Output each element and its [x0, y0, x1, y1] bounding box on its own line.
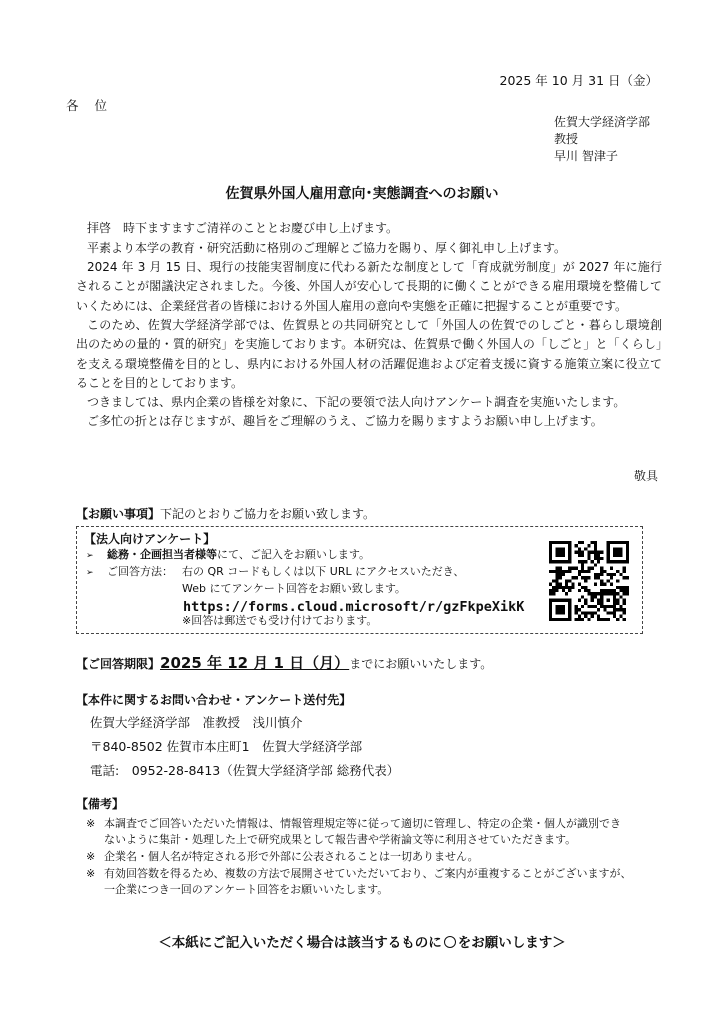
request-heading	[76, 505, 375, 522]
note-2: 企業名・個人名が特定される形で外部に公表されることは一切ありません。	[104, 850, 479, 863]
note-1-line-2: ないように集計・処理した上で研究成果として報告書や学術論文等に利用させていただきます。	[104, 833, 577, 846]
bullet-item-answer-method	[86, 564, 173, 581]
recipient: 各 位	[66, 98, 113, 113]
arrow-bullet-icon: ➢	[86, 551, 94, 561]
note-1-line-1: 本調査でご回答いただいた情報は、情報管理規定等に従って適切に管理し、特定の企業・個人が識別でき	[104, 817, 621, 830]
arrow-bullet-icon: ➢	[86, 568, 94, 578]
note-3-line-2: 一企業につき一回のアンケート回答をお願いいたします。	[104, 883, 389, 896]
sender-name: 早川 智津子	[554, 149, 618, 163]
footer-text-before: ＜本紙にご記入いただく場合は該当するものに	[158, 935, 442, 951]
notes-heading: 【備考】	[76, 797, 125, 811]
greeting-paragraph: 拝啓 時下ますますご清祥のこととお慶び申し上げます。	[87, 221, 399, 235]
deadline-label: 【ご回答期限】	[76, 657, 161, 671]
note-mark: ※	[86, 817, 96, 830]
contact-heading: 【本件に関するお問い合わせ・アンケート送付先】	[76, 693, 352, 707]
contact-address: 〒840-8502 佐賀市本庄町1 佐賀大学経済学部	[90, 739, 363, 754]
sender-title: 教授	[554, 132, 579, 146]
footer-text-after: をお願いします＞	[457, 935, 566, 951]
answer-method-line2: Web にてアンケート回答をお願い致します。	[182, 582, 406, 595]
circle-mark-icon	[444, 936, 456, 948]
closing-word: 敬具	[633, 469, 658, 483]
background-paragraph: 2024 年 3 月 15 日、現行の技能実習制度に代わる新たな制度として「育成就労制度」が 2027 年に施行されることが閣議決定されました。今後、外国人が安心して長期的に働くことができる雇用環境を整備していくためには、企業経営者の皆様における外国人雇用の意向や実態を正確に把握することが重要です。	[76, 260, 662, 313]
document-title: 佐賀県外国人雇用意向･実態調査へのお願い	[225, 186, 499, 202]
answer-method-label: ご回答方法：	[107, 565, 174, 578]
survey-qr-code[interactable]	[549, 541, 629, 621]
sender-block	[554, 114, 650, 165]
thanks-paragraph: 平素より本学の教育・研究活動に格別のご理解とご協力を賜り、厚く御礼申し上げます。	[87, 241, 567, 255]
deadline-date: 2025 年 12 月 1 日（月）	[160, 654, 350, 672]
sender-org: 佐賀大学経済学部	[554, 115, 651, 129]
research-paragraph: このため、佐賀大学経済学部では、佐賀県との共同研究として「外国人の佐賀でのしごと・暮らし環境創出のための量的・質的研究」を実施しております。本研究は、佐賀県で働く外国人の「しごと」と「くらし」を支える環境整備を目的とし、県内における外国人材の活躍促進および定着支援に資する施策立案に役立てることを目的としております。	[76, 318, 662, 390]
deadline-line	[76, 652, 492, 673]
bullet-item-contact-person	[86, 547, 370, 564]
answer-method-line1: 右の QR コードもしくは以下 URL にアクセスいただき、	[182, 565, 465, 578]
contact-person-bold: 総務・企画担当者様等	[107, 548, 218, 561]
survey-box-title: 【法人向けアンケート】	[84, 532, 216, 546]
postal-note: ※回答は郵送でも受け付けております。	[182, 614, 378, 627]
deadline-suffix: までにお願いいたします。	[349, 657, 493, 671]
contact-phone: 電話: 0952-28-8413（佐賀大学経済学部 総務代表）	[90, 763, 400, 778]
contact-person: 佐賀大学経済学部 准教授 浅川慎介	[90, 715, 303, 730]
contact-person-rest: にて、ご記入をお願いします。	[217, 548, 370, 561]
note-mark: ※	[86, 850, 96, 863]
note-mark: ※	[86, 867, 96, 880]
request-heading-label: 【お願い事項】	[76, 507, 161, 521]
request-paragraph: ご多忙の折とは存じますが、趣旨をご理解のうえ、ご協力を賜りますようお願い申し上げます。	[87, 414, 603, 428]
survey-url-link[interactable]: https://forms.cloud.microsoft/r/gzFkpeXikK	[183, 599, 525, 615]
document-date: 2025 年 10 月 31 日（金）	[499, 73, 658, 88]
footer-instruction	[0, 931, 724, 951]
request-heading-text: 下記のとおりご協力をお願い致します。	[160, 507, 376, 521]
note-3-line-1: 有効回答数を得るため、複数の方法で展開させていただいており、ご案内が重複することがございますが、	[104, 867, 632, 880]
survey-paragraph: つきましては、県内企業の皆様を対象に、下記の要領で法人向けアンケート調査を実施いたします。	[87, 395, 626, 409]
